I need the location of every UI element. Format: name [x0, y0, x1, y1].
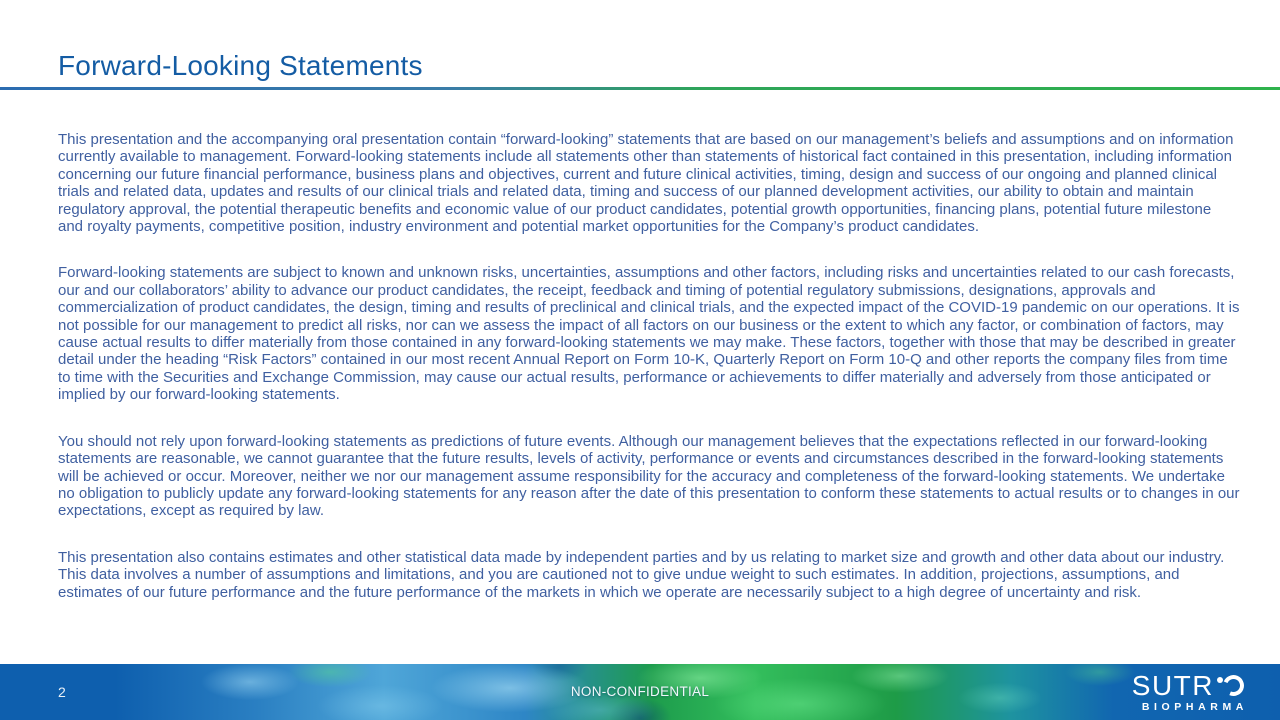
footer-band — [0, 664, 1280, 720]
confidentiality-label: NON-CONFIDENTIAL — [570, 684, 710, 699]
logo-ring-icon — [1220, 672, 1247, 699]
title-underline-rule — [0, 87, 1280, 90]
logo-o-icon — [1217, 674, 1244, 698]
paragraph-estimates-data: This presentation also contains estimates and other statistical data made by independent parties and by us relating to market size and growth and other data about our industry. This data involves a number of assumptions and limitations, and you are cautioned not to give undue weight to such estimates. In addition, projections, assumptions, and estimates of our future performance and the future performance of the markets in which we operate are necessarily subject to a high degree of uncertainty and risk. — [58, 548, 1225, 601]
page-number: 2 — [58, 684, 66, 700]
logo-wordmark — [1131, 670, 1244, 701]
slide-body — [58, 131, 1240, 630]
logo-subtext: BIOPHARMA — [1141, 701, 1248, 713]
paragraph-risks-uncertainties: Forward-looking statements are subject to known and unknown risks, uncertainties, assumptions and other factors, including risks and uncertainties related to our cash forecasts, our and our collaborators’ ability to advance our product candidates, the receipt, feedback and timing of potential regulatory submissions, designations, approvals and commercialization of product candidates, the design, timing and results of preclinical and clinical trials, and the expected impact of the COVID-19 pandemic on our operations. It is not possible for our management to predict all risks, nor can we assess the impact of all factors on our business or the extent to which any factor, or combination of factors, may cause actual results to differ materially from those contained in any forward-looking statements we may make. These factors, together with those that may be described in greater detail under the heading “Risk Factors” contained in our most recent Annual Report on Form 10-K, Quarterly Report on Form 10-Q and other reports the company files from time to time with the Securities and Exchange Commission, may cause our actual results, performance or achievements to differ materially and adversely from those anticipated or implied by our forward-looking statements. — [58, 264, 1240, 404]
paragraph-no-reliance: You should not rely upon forward-looking statements as predictions of future events. Although our management believes that the expectations reflected in our forward-looking statements are reasonable, we cannot guarantee that the future results, levels of activity, performance or events and circumstances described in the forward-looking statements will be achieved or occur. Moreover, neither we nor our management assume responsibility for the accuracy and completeness of the forward-looking statements. We undertake no obligation to publicly update any forward-looking statements for any reason after the date of this presentation to conform these statements to actual results or to changes in our expectations, except as required by law. — [58, 432, 1240, 520]
paragraph-forward-looking-intro: This presentation and the accompanying oral presentation contain “forward-looking” statements that are based on our management’s beliefs and assumptions and on information currently available to management. Forward-looking statements include all statements other than statements of historical fact contained in this presentation, including information concerning our future financial performance, business plans and objectives, current and future clinical activities, timing, design and success of our ongoing and planned clinical trials and related data, updates and results of our clinical trials and related data, timing and success of our planned development activities, our ability to obtain and maintain regulatory approval, the potential therapeutic benefits and economic value of our product candidates, potential growth opportunities, financing plans, potential future milestone and royalty payments, competitive position, industry environment and potential market opportunities for the Company’s product candidates. — [58, 131, 1234, 236]
sutro-biopharma-logo — [1131, 670, 1248, 713]
logo-wordmark-text: SUTR — [1131, 670, 1214, 701]
page-title: Forward-Looking Statements — [58, 50, 423, 81]
